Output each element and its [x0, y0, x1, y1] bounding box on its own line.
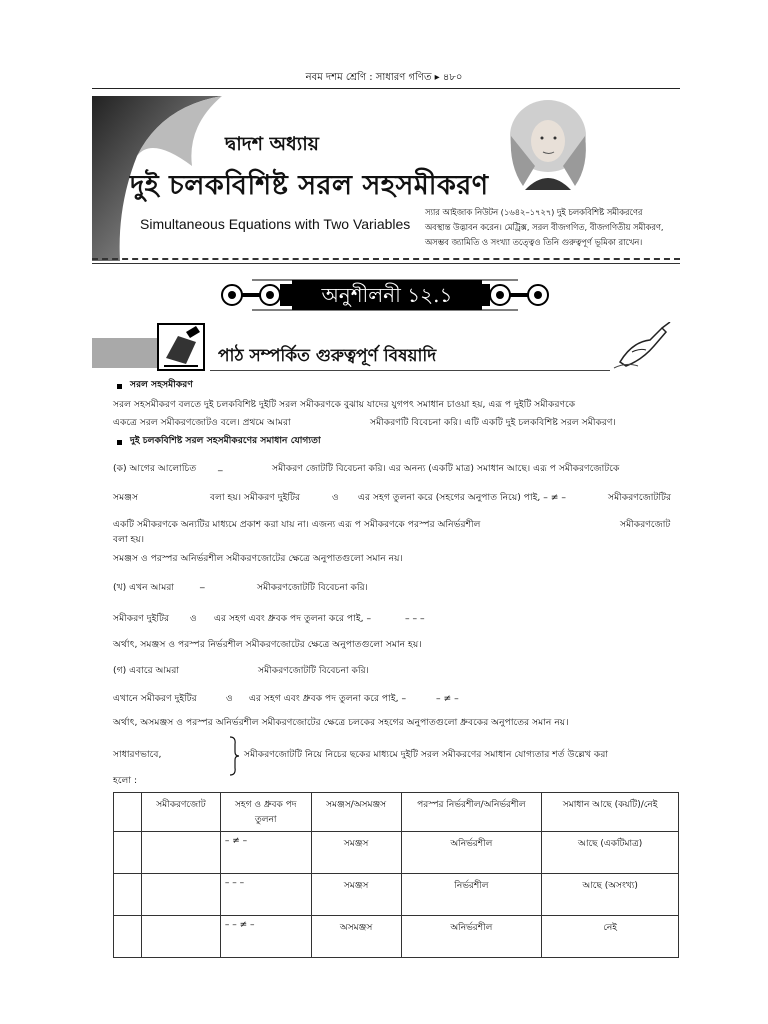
table-cell: – ≠ –	[220, 832, 311, 874]
table-header-cell: সমঞ্জস/অসমঞ্জস	[311, 793, 401, 832]
newton-portrait	[505, 96, 591, 190]
table-cell	[141, 874, 220, 916]
heading-simultaneous: সরল সহসমীকরণ	[130, 379, 193, 390]
case-c-line-2c: এর সহগ এবং ধ্রুবক পদ তুলনা করে পাই, –	[249, 693, 407, 704]
case-c-line-1a: (গ) এবারে আমরা	[113, 665, 180, 676]
newton-note-line-2: অবস্থান্ত উদ্ভাবন করেন। মেট্রিক্স, সরল বীজগণিত, বীজগণিতীয় সমীকরণ,	[425, 222, 664, 232]
case-c-line-2d: – ≠ –	[436, 693, 459, 704]
table-row	[114, 916, 679, 958]
section-underline	[210, 370, 610, 371]
dashed-divider	[92, 258, 680, 260]
para-1-line-2b: সমীকরণটি বিবেচনা করি। এটি একটি দুই চলকবিশিষ্ট সরল সমীকরণ।	[370, 417, 616, 428]
general-line-1b: সমীকরণজোটটি নিয়ে নিচের ছকের মাধ্যমে দুইটি সরল সমীকরণের সমাধান যোগ্যতার শর্ত উল্লেখ করা	[244, 749, 609, 760]
book-writing-icon	[156, 322, 206, 372]
table-cell: সমঞ্জস	[311, 874, 401, 916]
case-b-line-1c: সমীকরণজোটটি বিবেচনা করি।	[257, 582, 368, 593]
table-cell: আছে (অসংখ্য)	[542, 874, 679, 916]
table-header-cell: সহগ ও ধ্রুবক পদ তুলনা	[220, 793, 311, 832]
section-bar-accent	[92, 338, 162, 368]
table-cell	[141, 832, 220, 874]
case-a-line-2e: সমীকরণজোটটির	[608, 492, 672, 503]
newton-note-line-3: অসম্ভব জ্যামিতি ও সংখ্যা তত্ত্বেও তিনি গুরুত্বপূর্ণ ভূমিকা রাখেন।	[425, 237, 643, 247]
case-c-line-2b: ও	[226, 693, 233, 704]
case-b-line-1a: (খ) এখন আমরা	[113, 582, 175, 593]
case-a-line-5: সমঞ্জস ও পরস্পর অনির্ভরশীল সমীকরণজোটের ক্ষেত্রে অনুপাতগুলো সমান নয়।	[113, 553, 403, 564]
table-cell: অনির্ভরশীল	[401, 832, 542, 874]
case-b-line-2b: ও	[190, 613, 197, 624]
case-a-line-1b: _	[218, 461, 223, 472]
exercise-title: অনুশীলনী ১২.১	[292, 280, 482, 310]
chapter-subtitle: Simultaneous Equations with Two Variables	[140, 216, 411, 232]
solvability-table	[113, 792, 679, 958]
table-cell: – – ≠ –	[220, 916, 311, 958]
case-c-line-2a: এখানে সমীকরণ দুইটির	[113, 693, 197, 704]
table-cell: নির্ভরশীল	[401, 874, 542, 916]
case-a-line-2c: ও	[332, 492, 339, 503]
table-cell: – – –	[220, 874, 311, 916]
table-cell	[141, 916, 220, 958]
case-b-line-2d: – – –	[405, 613, 425, 624]
case-a-line-3b: সমীকরণজোট	[620, 519, 671, 530]
case-c-line-1b: সমীকরণজোটটি বিবেচনা করি।	[258, 665, 369, 676]
case-a-line-2a: সমঞ্জস	[113, 492, 139, 503]
table-header-row	[114, 793, 679, 832]
table-row	[114, 874, 679, 916]
heading-solvability: দুই চলকবিশিষ্ট সরল সহসমীকরণের সমাধান যোগ্যতা	[130, 435, 321, 446]
divider	[92, 263, 680, 264]
table-cell: সমঞ্জস	[311, 832, 401, 874]
table-cell	[114, 832, 142, 874]
case-a-line-2d: এর সহগ তুলনা করে (সহগের অনুপাত নিয়ে) পাই, – ≠ –	[358, 492, 566, 503]
table-header-cell: সমাধান আছে (কয়টি)/নেই	[542, 793, 679, 832]
case-c-line-3: অর্থাৎ, অসমঞ্জস ও পরস্পর অনির্ভরশীল সমীকরণজোটের ক্ষেত্রে চলকের সহগের অনুপাতগুলো ধ্রুবকের অনুপাতের সমান নয়।	[113, 717, 569, 728]
case-a-line-2b: বলা হয়। সমীকরণ দুইটির	[210, 492, 301, 503]
case-b-line-3: অর্থাৎ, সমঞ্জস ও পরস্পর নির্ভরশীল সমীকরণজোটের ক্ষেত্রে অনুপাতগুলো সমান হয়।	[113, 639, 422, 650]
case-a-line-3a: একটি সমীকরণকে অন্যটির মাধ্যমে প্রকাশ করা যায় না। এজন্য এরূ প সমীকরণকে পরস্পর অনির্ভরশীল	[113, 519, 481, 530]
case-a-line-1c: সমীকরণ জোটটি বিবেচনা করি। এর অনন্য (একটি মাত্র) সমাধান আছে। এরূ প সমীকরণজোটকে	[272, 463, 620, 474]
table-header-cell	[114, 793, 142, 832]
table-cell: আছে (একটিমাত্র)	[542, 832, 679, 874]
para-1-line-1: সরল সহসমীকরণ বলতে দুই চলকবিশিষ্ট দুইটি সরল সমীকরণকে বুঝায় যাদের যুগপৎ সমাধান চাওয়া হয়, এরূ প দুইটি সমীকরণকে	[113, 399, 576, 410]
table-cell: অসমঞ্জস	[311, 916, 401, 958]
case-b-line-2c: এর সহগ এবং ধ্রুবক পদ তুলনা করে পাই, –	[214, 613, 372, 624]
brace-icon	[228, 736, 240, 776]
table-cell	[114, 916, 142, 958]
newton-note-line-1: স্যার আইজাক নিউটন (১৬৪২–১৭২৭) দুই চলকবিশিষ্ট সমীকরণের	[425, 207, 643, 217]
table-cell: অনির্ভরশীল	[401, 916, 542, 958]
case-b-line-1b: _	[200, 578, 205, 589]
case-b-line-2a: সমীকরণ দুইটির	[113, 613, 170, 624]
chapter-title: দুই চলকবিশিষ্ট সরল সহসমীকরণ	[130, 170, 489, 201]
table-header-cell: পরস্পর নির্ভরশীল/অনির্ভরশীল	[401, 793, 542, 832]
bullet	[117, 440, 122, 445]
general-line-2: হলো :	[113, 775, 138, 786]
newton-note	[425, 205, 680, 250]
table-cell	[114, 874, 142, 916]
case-a-line-4: বলা হয়।	[113, 534, 145, 545]
bullet	[117, 384, 122, 389]
table-cell: নেই	[542, 916, 679, 958]
para-1-line-2a: একত্রে সরল সমীকরণজোটও বলে। প্রথমে আমরা	[113, 417, 291, 428]
section-title: পাঠ সম্পর্কিত গুরুত্বপূর্ণ বিষয়াদি	[218, 346, 437, 366]
general-line-1a: সাধারণভাবে,	[113, 749, 162, 760]
writing-hand-icon	[612, 322, 672, 370]
table-header-cell: সমীকরণজোট	[141, 793, 220, 832]
table-row	[114, 832, 679, 874]
chapter-label: দ্বাদশ অধ্যায়	[225, 133, 319, 155]
header-rule	[92, 88, 680, 89]
case-a-line-1a: (ক) আগের আলোচিত	[113, 463, 197, 474]
running-header: নবম দশম শ্রেণি : সাধারণ গণিত ▸ ৪৮০	[305, 72, 463, 83]
